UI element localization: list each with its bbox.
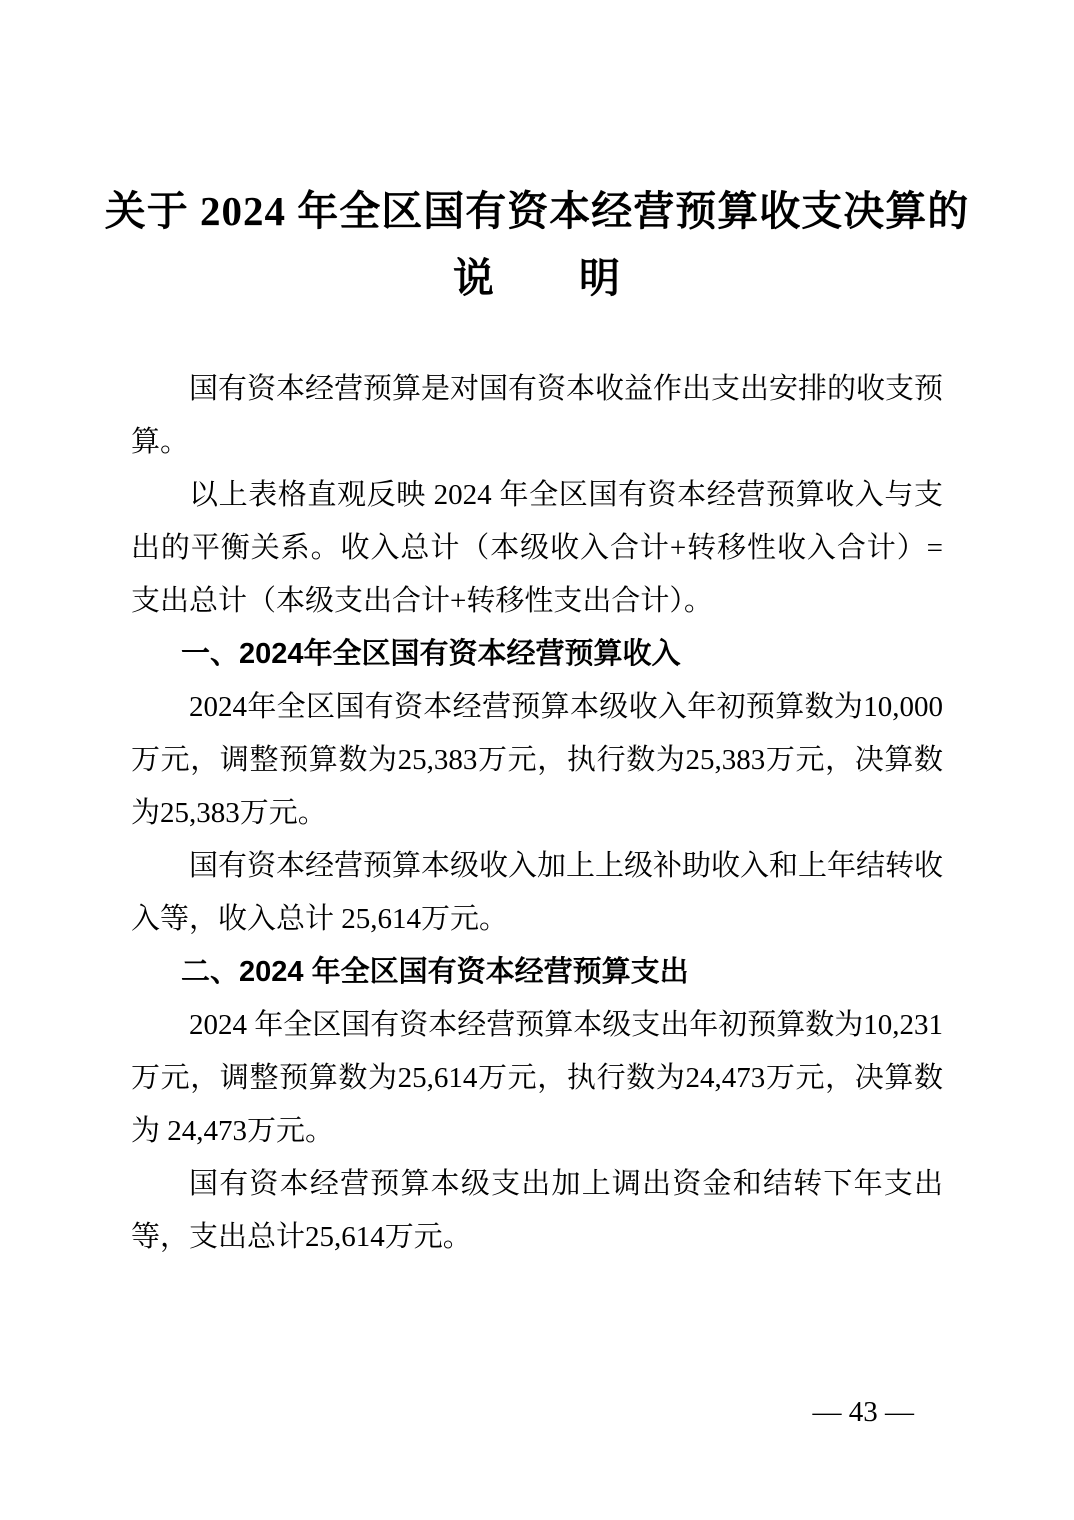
paragraph-expenditure-total: 国有资本经营预算本级支出加上调出资金和结转下年支出等，支出总计25,614万元。 bbox=[131, 1168, 943, 1253]
section-heading-expenditure: 二、2024 年全区国有资本经营预算支出 bbox=[181, 956, 689, 988]
paragraph-income-figures: 2024年全区国有资本经营预算本级收入年初预算数为10,000万元，调整预算数为25,383万元，执行数为25,383万元，决算数为25,383万元。 bbox=[131, 691, 943, 829]
title-line-1: 关于 2024 年全区国有资本经营预算收支决算的 bbox=[104, 188, 970, 234]
paragraph-balance-relation: 以上表格直观反映 2024 年全区国有资本经营预算收入与支出的平衡关系。收入总计（本级收入合计+转移性收入合计）=支出总计（本级支出合计+转移性支出合计）。 bbox=[131, 479, 943, 617]
document-body bbox=[131, 363, 943, 1264]
paragraph-budget-definition: 国有资本经营预算是对国有资本收益作出支出安排的收支预算。 bbox=[131, 373, 944, 458]
page-footer bbox=[784, 1358, 915, 1466]
document-title bbox=[0, 178, 1074, 312]
title-line-2: 说 明 bbox=[453, 255, 621, 301]
paragraph-income-total: 国有资本经营预算本级收入加上上级补助收入和上年结转收入等，收入总计 25,614万元。 bbox=[131, 850, 944, 935]
section-heading-income: 一、2024年全区国有资本经营预算收入 bbox=[181, 638, 681, 670]
paragraph-expenditure-figures: 2024 年全区国有资本经营预算本级支出年初预算数为10,231万元，调整预算数为25,614万元，执行数为24,473万元，决算数为 24,473万元。 bbox=[131, 1009, 944, 1147]
page-number: — 43 — bbox=[812, 1396, 914, 1428]
